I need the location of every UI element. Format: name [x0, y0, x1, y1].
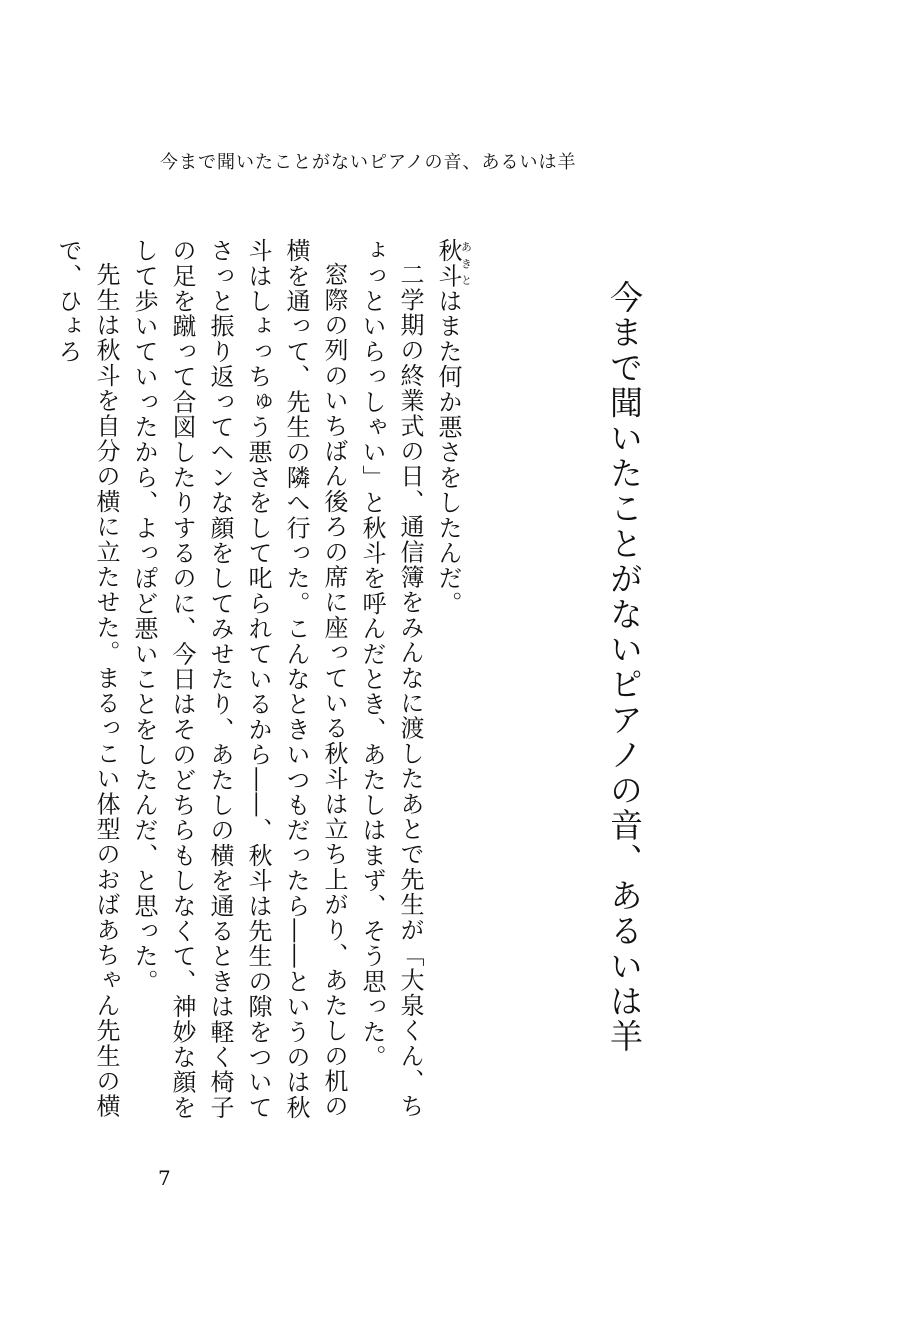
- paragraph-3: 窓際の列のいちばん後ろの席に座っている秋斗は立ち上がり、あたしの机の横を通って、先生の隣へ行った。こんなときいつもだったら――というのは秋斗はしょっちゅう悪さをして叱られているから――、秋斗は先生の隙をついてさっと振り返ってヘンな顔をしてみせたり、あたしの横を通るときは軽く椅子の足を蹴って合図したりするのに、今日はそのどちらもしなくて、神妙な顔をして歩いていったから、よっぽど悪いことをしたんだ、と思った。: [130, 238, 348, 1120]
- paragraph-4: 先生は秋斗を自分の横に立たせた。まるっこい体型のおばあちゃん先生の横で、ひょろ: [54, 238, 120, 1119]
- paragraph-1: [429, 238, 472, 1128]
- paragraph-2: 二学期の終業式の日、通信簿をみんなに渡したあとで先生が「大泉くん、ちょっといらっしゃい」と秋斗を呼んだとき、あたしはまず、そう思った。: [358, 238, 424, 1119]
- page-number: 7: [158, 1166, 171, 1190]
- paragraph-1-text: はまた何か悪さをしたんだ。: [434, 288, 462, 617]
- running-header: 今まで聞いたことがないピアノの音、あるいは羊: [160, 152, 577, 173]
- chapter-title: 今まで聞いたことがないピアノの音、あるいは羊: [605, 280, 644, 1055]
- ruby-akito: [434, 238, 473, 289]
- ruby-base: 秋斗: [434, 238, 462, 289]
- body-text: [49, 238, 472, 1128]
- ruby-reading: あきと: [459, 238, 473, 289]
